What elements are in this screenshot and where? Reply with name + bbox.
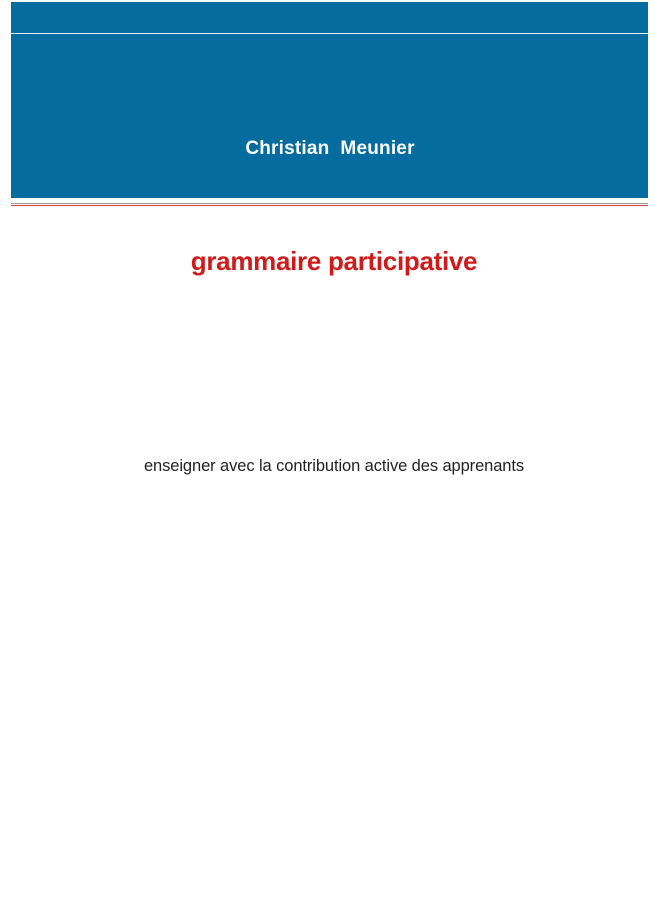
grey-divider: [11, 203, 648, 204]
book-subtitle: enseigner avec la contribution active des apprenants: [143, 457, 525, 475]
header-band: [11, 2, 648, 198]
red-divider: [11, 205, 648, 206]
header-divider: [11, 33, 648, 34]
book-title: grammaire participative: [190, 246, 478, 276]
author-name: Christian Meunier: [245, 138, 415, 159]
